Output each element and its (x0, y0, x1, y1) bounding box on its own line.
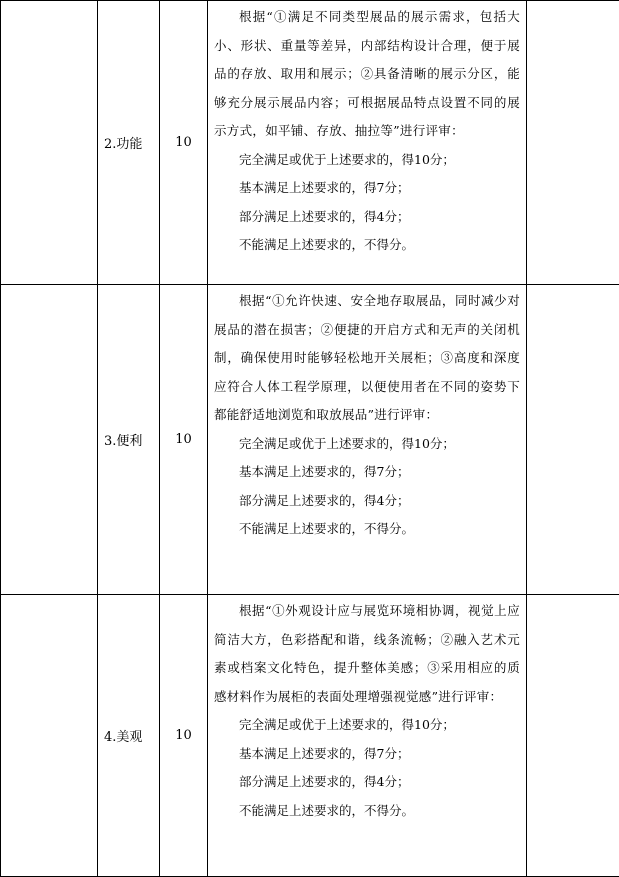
score-value: 10 (160, 595, 208, 877)
score-value: 10 (160, 285, 208, 595)
criteria-description: 根据“①满足不同类型展品的展示需求，包括大小、形状、重量等差异，内部结构设计合理，便于展品的存放、取用和展示；②具备清晰的展示分区，能够充分展示展品内容；可根据展品特点设置不同的展示方式，如平铺、存放、抽拉等”进行评审： (208, 1, 526, 146)
criteria-level: 基本满足上述要求的，得7分； (208, 458, 526, 487)
criteria-cell (208, 595, 527, 877)
criteria-level: 不能满足上述要求的，不得分。 (208, 797, 526, 826)
criteria-level: 不能满足上述要求的，不得分。 (208, 231, 526, 260)
criteria-description: 根据“①外观设计应与展览环境相协调，视觉上应简洁大方，色彩搭配和谐，线条流畅；②融入艺术元素或档案文化特色，提升整体美感；③采用相应的质感材料作为展柜的表面处理增强视觉感”进行评审： (208, 595, 526, 711)
empty-cell (527, 285, 619, 595)
table-row (1, 285, 619, 595)
item-name: 3.便利 (98, 285, 160, 595)
criteria-level: 基本满足上述要求的，得7分； (208, 174, 526, 203)
empty-cell (1, 595, 98, 877)
score-value: 10 (160, 1, 208, 285)
criteria-cell (208, 285, 527, 595)
criteria-level: 完全满足或优于上述要求的，得10分； (208, 430, 526, 459)
empty-cell (1, 285, 98, 595)
criteria-level: 部分满足上述要求的，得4分； (208, 768, 526, 797)
item-name: 4.美观 (98, 595, 160, 877)
empty-cell (527, 595, 619, 877)
item-name: 2.功能 (98, 1, 160, 285)
criteria-level: 部分满足上述要求的，得4分； (208, 487, 526, 516)
criteria-level: 完全满足或优于上述要求的，得10分； (208, 146, 526, 175)
criteria-level: 部分满足上述要求的，得4分； (208, 203, 526, 232)
criteria-level: 完全满足或优于上述要求的，得10分； (208, 711, 526, 740)
table-row (1, 595, 619, 877)
empty-cell (527, 1, 619, 285)
table-row (1, 1, 619, 285)
empty-cell (1, 1, 98, 285)
criteria-cell (208, 1, 527, 285)
criteria-level: 不能满足上述要求的，不得分。 (208, 515, 526, 544)
criteria-description: 根据“①允许快速、安全地存取展品，同时减少对展品的潜在损害；②便捷的开启方式和无声的关闭机制，确保使用时能够轻松地开关展柜；③高度和深度应符合人体工程学原理，以便使用者在不同的姿势下都能舒适地浏览和取放展品”进行评审： (208, 285, 526, 430)
criteria-level: 基本满足上述要求的，得7分； (208, 740, 526, 769)
